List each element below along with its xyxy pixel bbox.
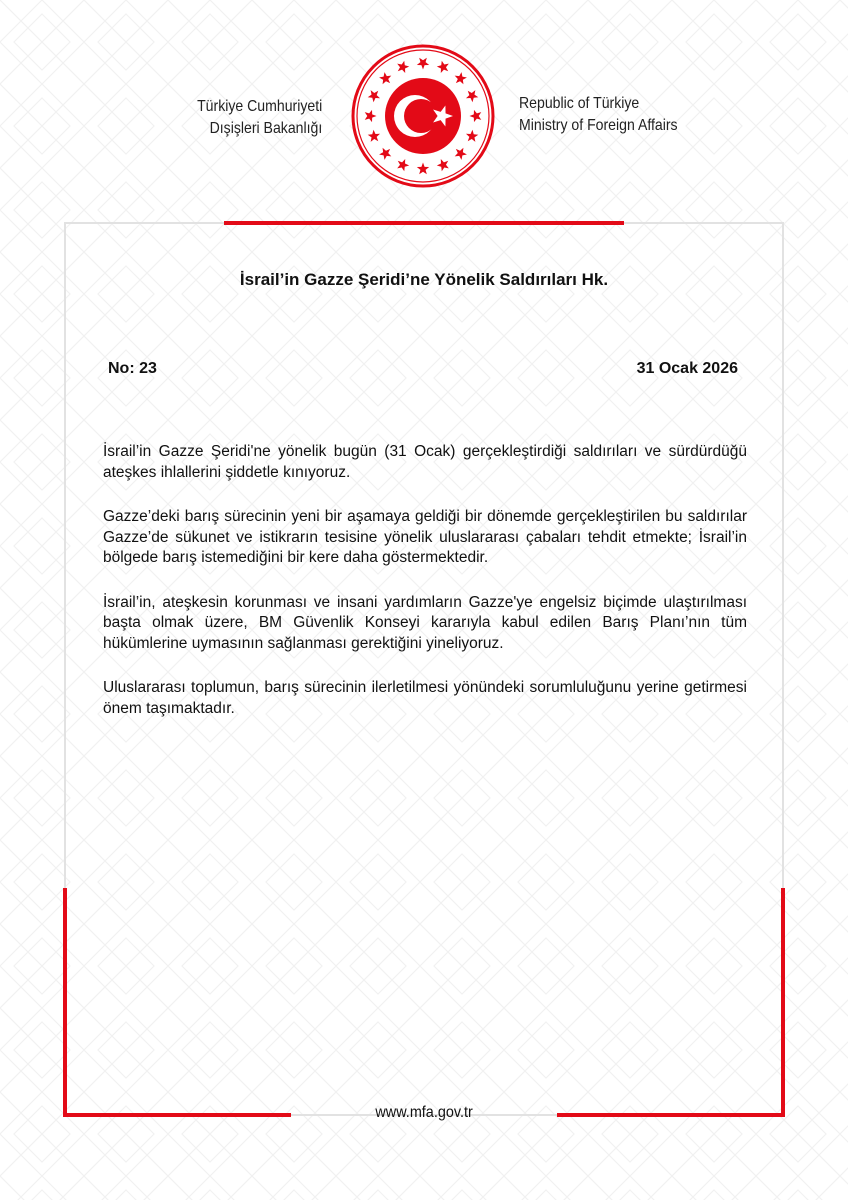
document-body (103, 442, 747, 743)
header-right-line2: Ministry of Foreign Affairs (519, 117, 678, 134)
paragraph: Uluslararası toplumun, barış sürecinin ilerletilmesi yönündeki sorumluluğunu yerine getirmesi önem taşımaktadır. (103, 679, 747, 717)
document-number: No: 23 (108, 360, 157, 377)
header-ministry-english (519, 93, 678, 137)
header-left-line1: Türkiye Cumhuriyeti (196, 98, 322, 115)
paragraph: İsrail’in, ateşkesin korunması ve insani yardımların Gazze'ye engelsiz biçimde ulaştırılması başta olmak üzere, BM Güvenlik Konseyi kararıyla kabul edilen Barış Planı’nın tüm hükümlerine uymasının sağlanması gerektiğini yineliyoruz. (103, 593, 747, 652)
header-left-line2: Dışişleri Bakanlığı (209, 120, 322, 137)
paragraph: İsrail’in Gazze Şeridi'ne yönelik bugün (31 Ocak) gerçekleştirdiği saldırıları ve sürdürdüğü ateşkes ihlallerini şiddetle kınıyoruz. (103, 443, 747, 481)
document-date: 31 Ocak 2026 (636, 360, 738, 377)
footer-website (0, 1104, 848, 1122)
frame-right-gray (782, 222, 784, 888)
frame-right-red (781, 888, 785, 1116)
paragraph: Gazze’deki barış sürecinin yeni bir aşamaya geldiği bir dönemde gerçekleştirilen bu saldırılar Gazze’de sükunet ve istikrarın tesisine yönelik uluslararası çabaları tehdit etmekte; İsrail’in bölgede barış istemediğini bir kere daha göstermektedir. (103, 508, 747, 566)
header-right-line1: Republic of Türkiye (519, 95, 640, 112)
website-link[interactable]: www.mfa.gov.tr (375, 1104, 473, 1121)
frame-top-gray-right (624, 222, 784, 224)
frame-left-red (63, 888, 67, 1116)
document-title: İsrail’in Gazze Şeridi’ne Yönelik Saldırıları Hk. (239, 270, 609, 289)
crescent-and-star-seal-icon (349, 42, 497, 190)
frame-left-gray (64, 222, 66, 888)
frame-top-red (224, 221, 624, 225)
header-ministry-turkish (197, 96, 322, 140)
frame-top-gray-left (64, 222, 224, 224)
